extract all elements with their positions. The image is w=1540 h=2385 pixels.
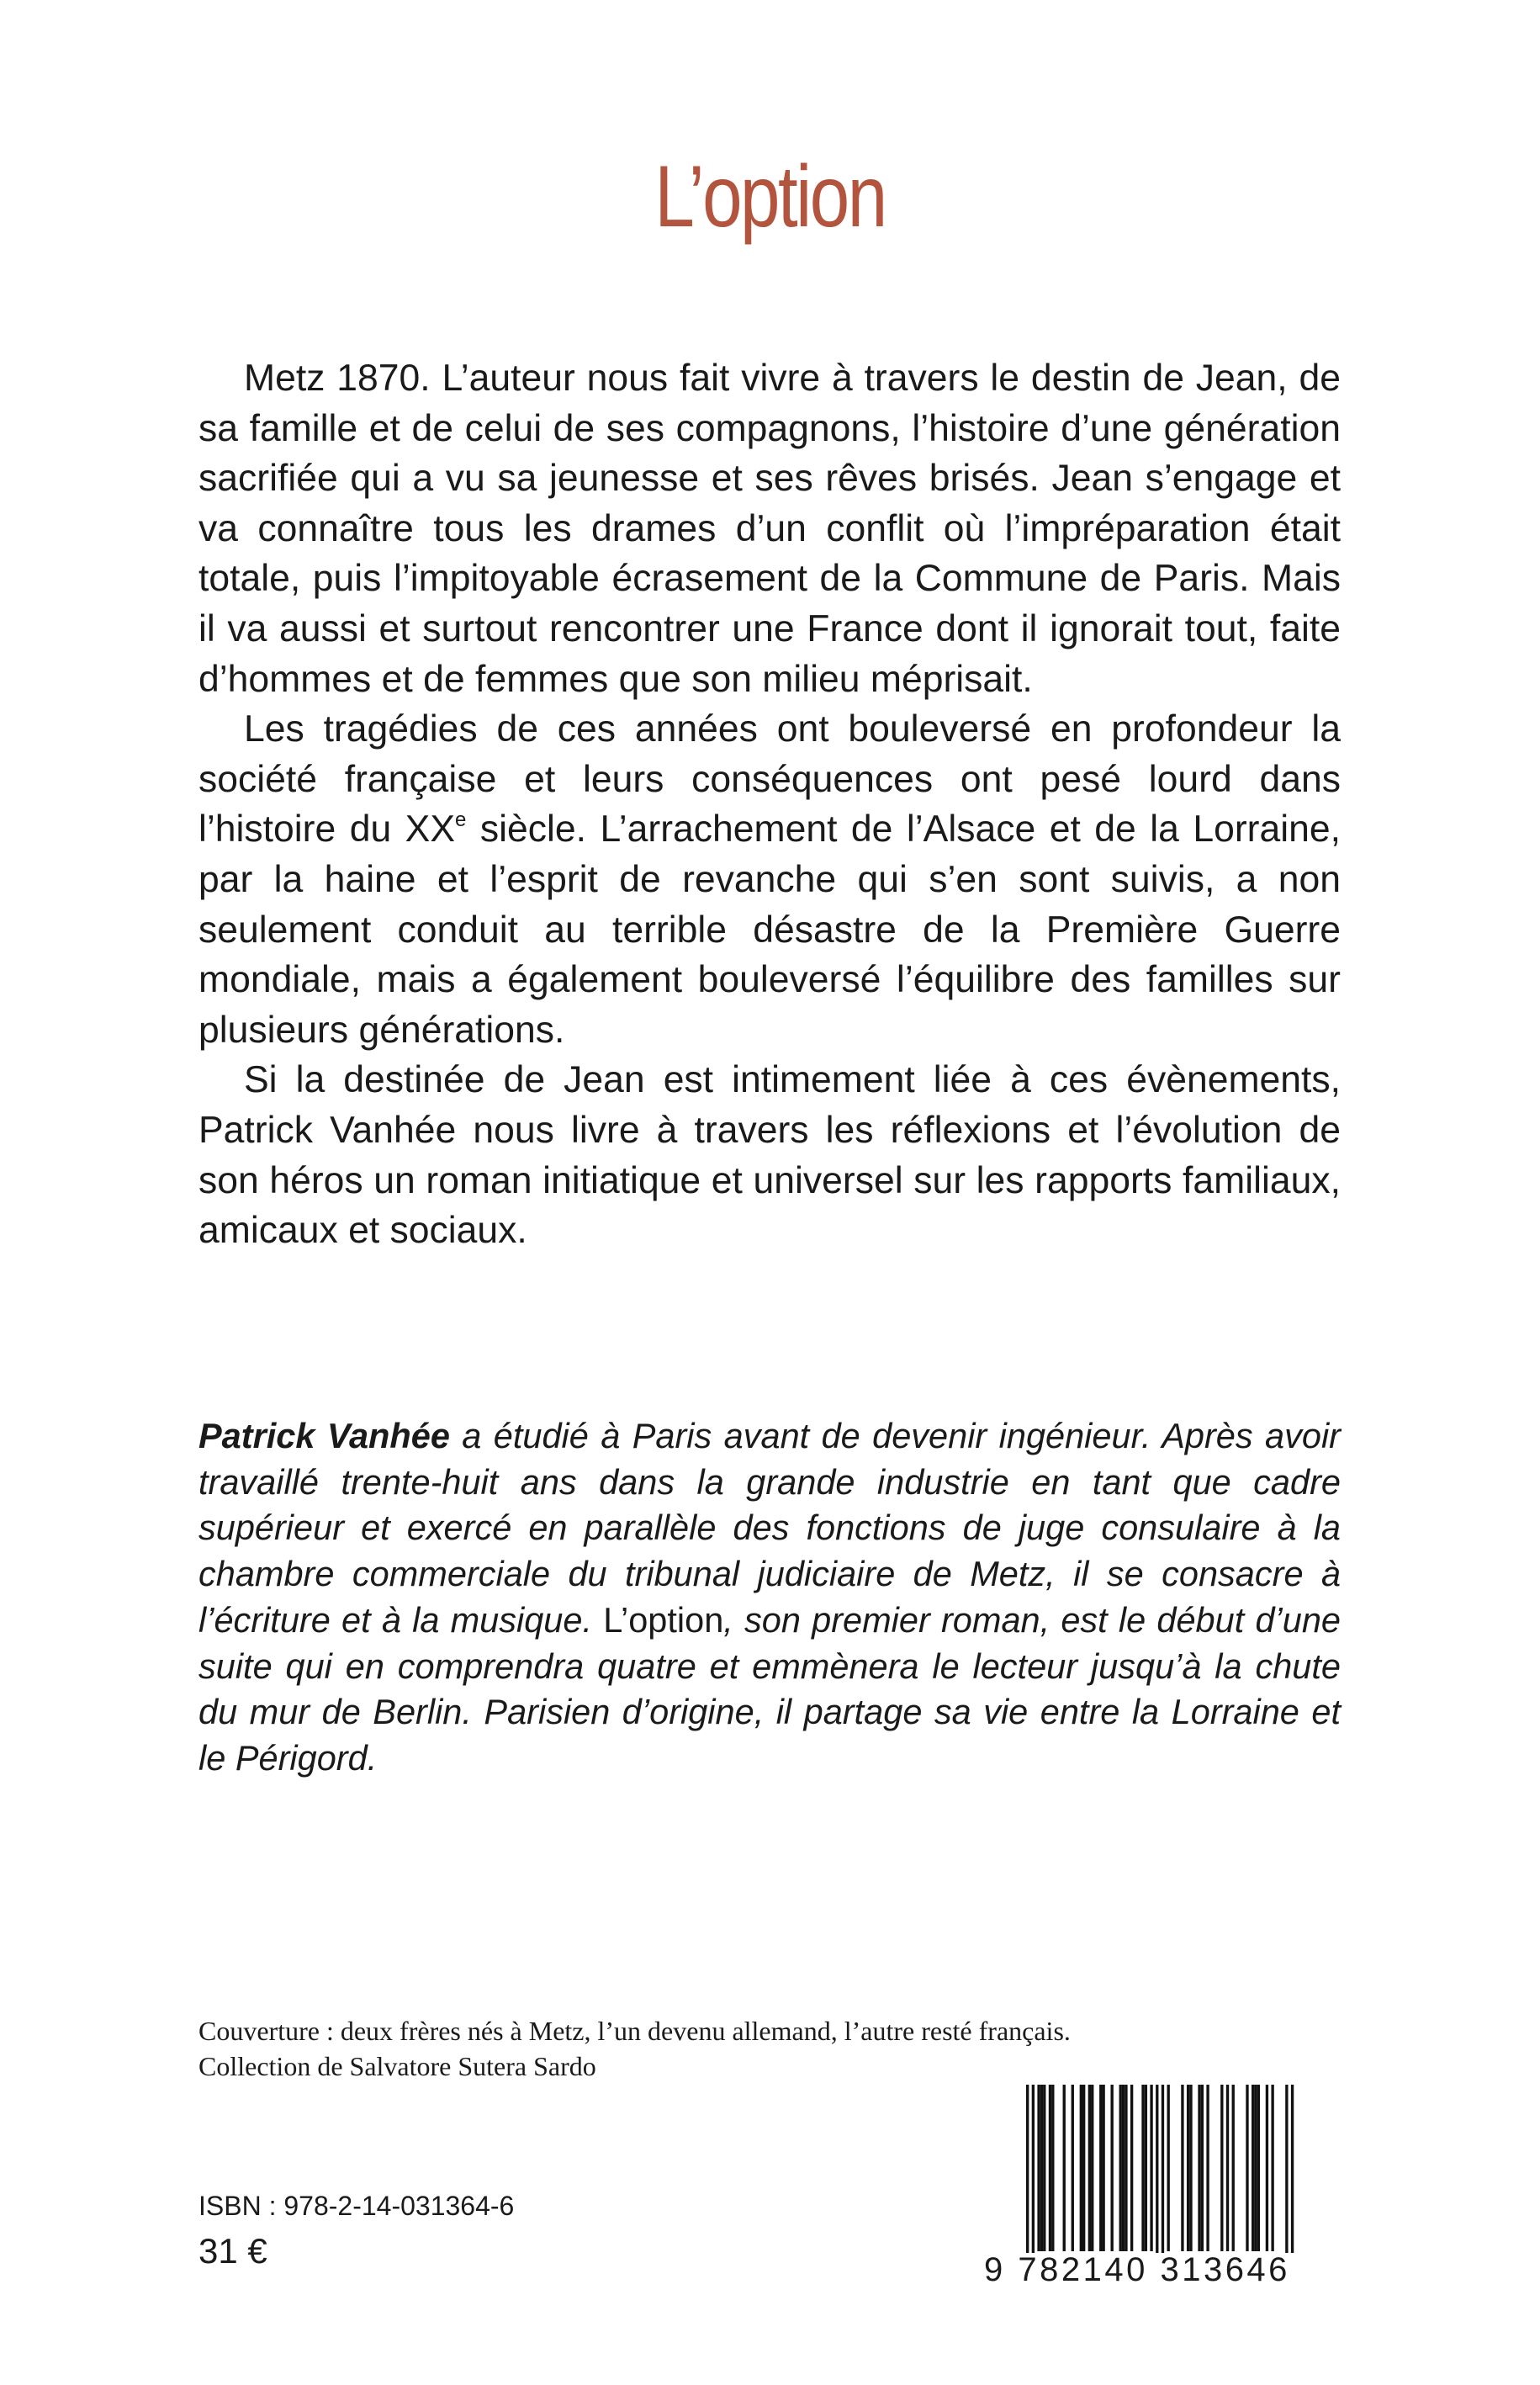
barcode-bar	[1226, 2085, 1229, 2251]
synopsis-paragraph-2-end: siècle. L’arrachement de l’Alsace et de la Lorraine, par la haine et l’esprit de revanche qui s’en sont suivis, a non seulement conduit au terrible désastre de la Première Guerre mondiale, mais a également bouleversé l’équilibre des familles sur plusieurs générations.	[198, 808, 1342, 1051]
barcode-bar	[1043, 2085, 1045, 2251]
barcode-bar	[1111, 2085, 1114, 2251]
barcode-bar	[1181, 2085, 1183, 2251]
barcode-bar	[1266, 2085, 1268, 2251]
author-bio-paragraph	[198, 1413, 1341, 1782]
barcode-bar	[1291, 2085, 1294, 2271]
barcode-bars	[984, 2085, 1337, 2278]
barcode-bar	[1206, 2085, 1209, 2251]
barcode-bar	[1049, 2085, 1051, 2251]
barcode-bar	[1167, 2085, 1170, 2251]
barcode-bar	[1254, 2085, 1257, 2251]
author-bio-text-2: , son premier roman, est le début d’une suite qui en comprendra quatre et emmènera le lecteur jusqu’à la chute du mur de Berlin. Parisien d’origine, il partage sa vie entre la Lorraine et le Périgord.	[198, 1599, 1341, 1778]
barcode-bar	[1037, 2085, 1040, 2251]
barcode-bar	[1201, 2085, 1204, 2251]
barcode-bar	[1271, 2085, 1273, 2251]
cover-credit-line: Couverture : deux frères nés à Metz, l’un devenu allemand, l’autre resté français.	[198, 2016, 1071, 2046]
barcode-bar	[1257, 2085, 1260, 2251]
collection-credit-line: Collection de Salvatore Sutera Sardo	[198, 2051, 596, 2081]
barcode-bar	[1091, 2085, 1093, 2251]
author-bio	[198, 1413, 1341, 1782]
synopsis-paragraph-2	[198, 704, 1341, 1055]
barcode-bar	[1162, 2085, 1164, 2271]
barcode-bar	[1145, 2085, 1147, 2251]
barcode-bar	[1122, 2085, 1125, 2251]
barcode-bar	[1246, 2085, 1248, 2251]
barcode-bar	[1063, 2085, 1066, 2251]
synopsis	[198, 353, 1341, 1256]
barcode-bar	[1099, 2085, 1102, 2251]
synopsis-paragraph-1: Metz 1870. L’auteur nous fait vivre à travers le destin de Jean, de sa famille et de celui de ses compagnons, l’histoire d’une génération sacrifiée qui a vu sa jeunesse et ses rêves brisés. Jean s’engage et va connaître tous les drames d’un conflit où l’impréparation était totale, puis l’impitoyable écrasement de la Commune de Paris. Mais il va aussi et surtout rencontrer une France dont il ignorait tout, faite d’hommes et de femmes que son milieu méprisait.	[198, 358, 1341, 700]
barcode-bar	[1119, 2085, 1122, 2251]
barcode-bar	[1198, 2085, 1200, 2251]
barcode-bar	[1125, 2085, 1127, 2251]
barcode-digits: 9 782140 313646	[984, 2253, 1337, 2287]
isbn: ISBN : 978-2-14-031364-6	[198, 2191, 515, 2221]
barcode-bar	[1232, 2085, 1235, 2251]
barcode-bar	[1189, 2085, 1192, 2251]
barcode-bar	[1220, 2085, 1223, 2251]
author-name: Patrick Vanhée	[198, 1416, 450, 1455]
barcode-bar	[1102, 2085, 1104, 2251]
barcode-bar	[1141, 2085, 1144, 2251]
barcode-bar	[1187, 2085, 1189, 2251]
barcode-bar	[1150, 2085, 1152, 2251]
barcode-bar	[1026, 2085, 1029, 2271]
cover-credits	[198, 2013, 1071, 2084]
book-title: L’option	[654, 148, 886, 246]
barcode-bar	[1032, 2085, 1035, 2271]
barcode-bar	[1252, 2085, 1254, 2251]
century-superscript: e	[455, 808, 467, 832]
barcode-bar	[1051, 2085, 1054, 2251]
synopsis-paragraph-2-start: Les tragédies de ces années ont bouleversé en profondeur la société française et leurs conséquences ont pesé lourd dans l’histoire du XX	[198, 708, 1341, 851]
barcode-bar	[1285, 2085, 1288, 2271]
barcode-bar	[1080, 2085, 1082, 2251]
author-bio-book-title: L’option	[603, 1599, 724, 1640]
barcode-bar	[1088, 2085, 1091, 2251]
synopsis-paragraph-3: Si la destinée de Jean est intimement liée à ces évènements, Patrick Vanhée nous livre à travers les réflexions et l’évolution de son héros un roman initiatique et universel sur les rapports familiaux, amicaux et sociaux.	[198, 1059, 1341, 1252]
price: 31 €	[198, 2231, 267, 2271]
barcode-bar	[1040, 2085, 1043, 2251]
barcode-bar	[1082, 2085, 1085, 2251]
barcode-bar	[1156, 2085, 1158, 2271]
author-bio-text-1: a étudié à Paris avant de devenir ingénieur. Après avoir travaillé trente-huit ans dans la grande industrie en tant que cadre supérieur et exercé en parallèle des fonctions de juge consulaire à la chambre commerciale du tribunal judiciaire de Metz, il se consacre à l’écriture et à la musique.	[198, 1416, 1341, 1640]
barcode-bar	[1072, 2085, 1074, 2251]
ean13-barcode-icon	[984, 2085, 1337, 2287]
barcode-bar	[1130, 2085, 1133, 2251]
